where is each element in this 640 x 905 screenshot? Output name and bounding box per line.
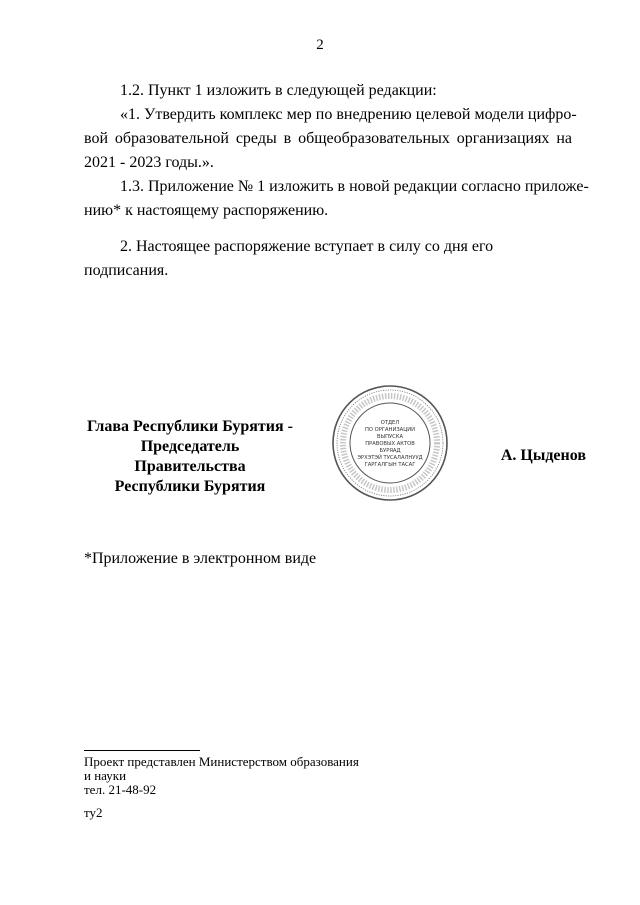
seal-line-5: БУРЯАД [379, 448, 401, 454]
seal-line-7: ГАРГАЛГЫН ТАСАГ [364, 462, 416, 468]
footer-author [84, 755, 359, 797]
quote-line-3: 2021 - 2023 годы.». [84, 154, 214, 171]
paragraph-1-2: 1.2. Пункт 1 изложить в следующей редакции: [120, 82, 437, 99]
seal-line-2: ПО ОРГАНИЗАЦИИ [364, 427, 416, 433]
para-1-3-line-1: 1.3. Приложение № 1 изложить в новой редакции согласно приложе- [120, 178, 589, 195]
paragraph-1-3 [84, 175, 589, 223]
seal-line-4: ПРАВОВЫХ АКТОВ [365, 441, 415, 447]
seal-line-6: ЭРХЭТЭЙ ТУСАЛАЛНУУД [357, 455, 423, 461]
para-1-3-line-2: нию* к настоящему распоряжению. [84, 202, 329, 219]
signatory-title-line-1: Глава Республики Бурятия - [87, 418, 293, 435]
seal-graphic [330, 383, 450, 503]
seal-line-3: ВЫПУСКА [376, 434, 404, 440]
footer-code: ту2 [84, 805, 103, 820]
official-seal-stamp [330, 383, 450, 503]
signatory-title-line-3: Республики Бурятия [114, 478, 266, 495]
footer-divider [84, 750, 200, 751]
appendix-note: *Приложение в электронном виде [84, 550, 317, 567]
paragraph-1-2-quote [84, 103, 577, 175]
quote-line-2: вой образовательной среды в общеобразовательных организациях на [84, 130, 572, 147]
page-number: 2 [316, 37, 324, 53]
signatory-title [84, 417, 296, 497]
paragraph-2: 2. Настоящее распоряжение вступает в силу со дня его подписания. [84, 238, 494, 279]
footer-line-1: Проект представлен Министерством образования [84, 754, 359, 769]
signatory-title-line-2: Председатель Правительства [134, 438, 246, 475]
footer-line-2: и науки [84, 768, 127, 783]
quote-line-1: «1. Утвердить комплекс мер по внедрению целевой модели цифро- [120, 106, 577, 123]
footer-phone: тел. 21-48-92 [84, 782, 157, 797]
signatory-name: А. Цыденов [500, 447, 586, 464]
seal-line-1: ОТДЕЛ [380, 420, 400, 426]
